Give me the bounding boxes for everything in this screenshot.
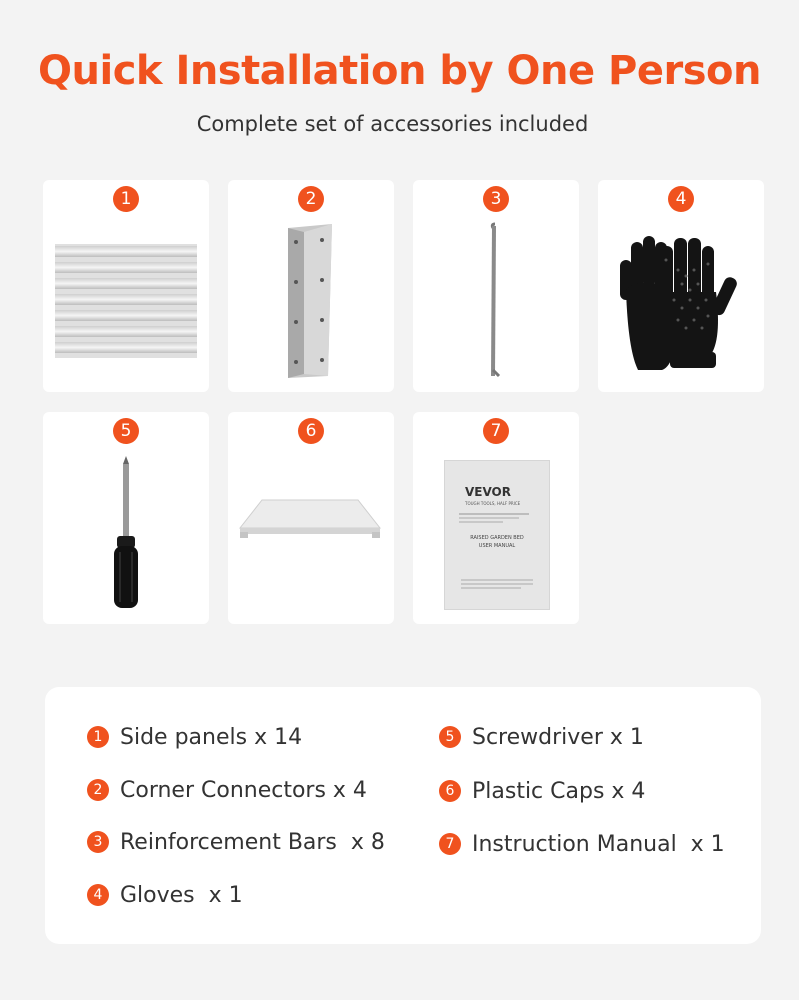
manual-tagline: TOUGH TOOLS, HALF PRICE [465,501,521,506]
corner-connector-image [228,180,394,392]
list-item-label: Side panels x 14 [120,724,303,750]
list-item [439,829,725,859]
page-subtitle: Complete set of accessories included [196,112,589,136]
list-item-label: Screwdriver x 1 [472,724,644,750]
list-item-label: Reinforcement Bars x 8 [120,829,385,855]
list-item [87,775,367,805]
instruction-manual-image [444,460,550,610]
card-number-badge: 6 [298,418,324,444]
card-number-badge: 2 [298,186,324,212]
list-item-label: Gloves x 1 [120,882,243,908]
list-item [439,776,645,806]
card-screwdriver [43,412,209,624]
card-number-badge: 5 [113,418,139,444]
gloves-image [598,180,764,392]
list-item [87,827,385,857]
manual-text-line [461,583,533,585]
list-item [439,722,644,752]
plastic-cap-image [228,412,394,624]
list-item-label: Instruction Manual x 1 [472,831,725,857]
manual-text-line [461,587,521,589]
manual-text-line [459,521,503,523]
list-item-label: Plastic Caps x 4 [472,778,646,804]
manual-text-line [459,517,519,519]
list-number-badge: 1 [87,726,109,748]
card-gloves [598,180,764,392]
side-panels-image [43,180,209,392]
list-number-badge: 4 [87,884,109,906]
reinforcement-bar-image [413,180,579,392]
accessories-list [45,687,761,944]
manual-text-line [459,513,529,515]
list-number-badge: 2 [87,779,109,801]
card-number-badge: 4 [668,186,694,212]
screwdriver-image [43,412,209,624]
manual-title: RAISED GARDEN BED [470,535,524,541]
manual-brand: VEVOR [465,485,512,499]
card-number-badge: 7 [483,418,509,444]
list-number-badge: 3 [87,831,109,853]
card-plastic-caps [228,412,394,624]
list-number-badge: 7 [439,833,461,855]
page-title: Quick Installation by One Person [38,48,761,94]
card-corner-connectors [228,180,394,392]
card-side-panels [43,180,209,392]
card-reinforcement-bars [413,180,579,392]
list-item [87,880,243,910]
manual-text-line [461,579,533,581]
list-number-badge: 6 [439,780,461,802]
card-instruction-manual [413,412,579,624]
card-number-badge: 3 [483,186,509,212]
list-item [87,722,302,752]
list-number-badge: 5 [439,726,461,748]
card-number-badge: 1 [113,186,139,212]
manual-subtitle: USER MANUAL [478,543,516,549]
list-item-label: Corner Connectors x 4 [120,777,367,803]
